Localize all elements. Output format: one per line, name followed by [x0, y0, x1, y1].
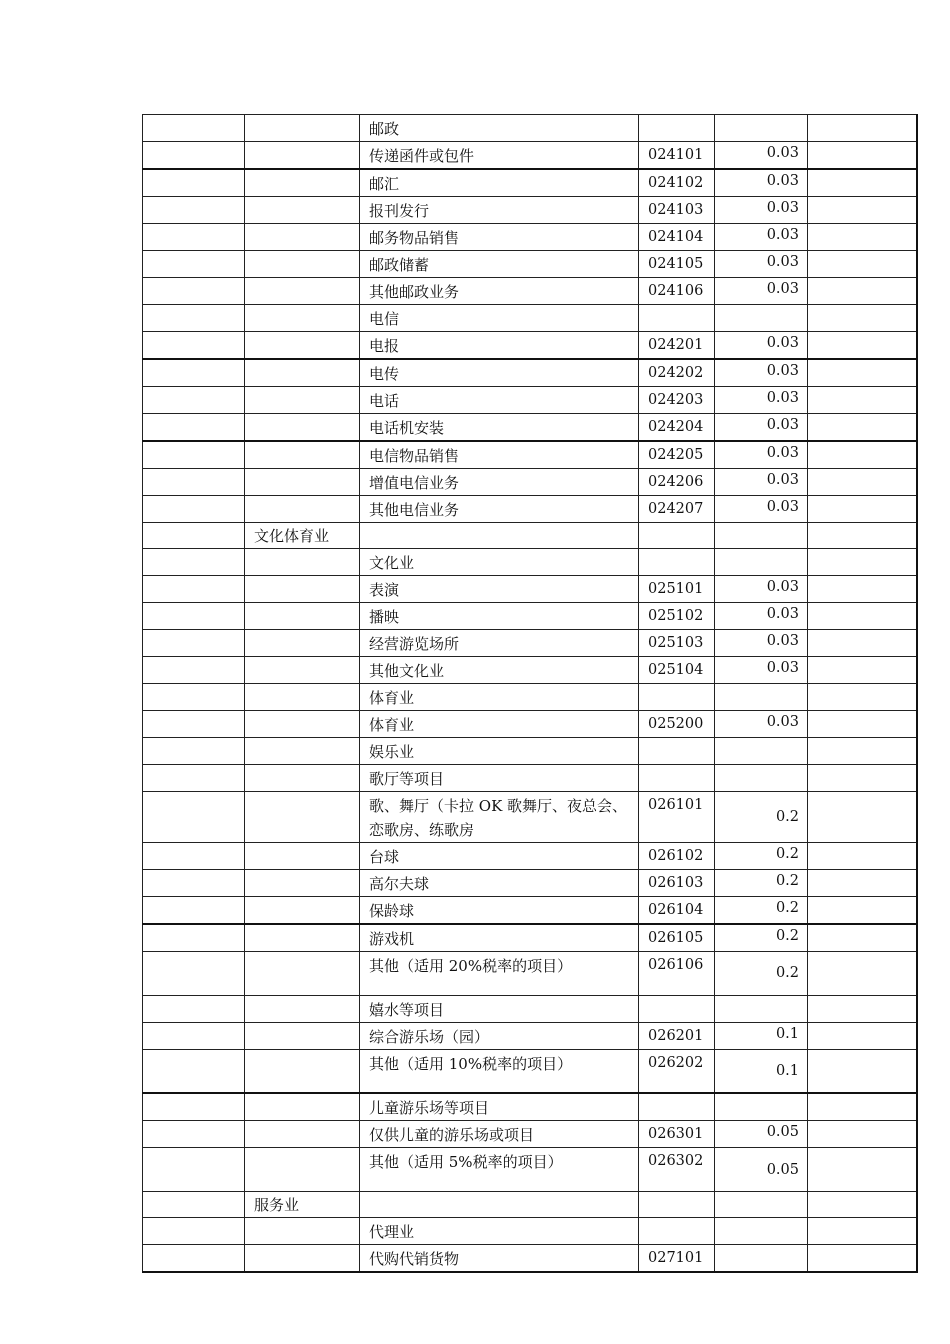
cell-blank — [808, 710, 917, 737]
table-row — [143, 951, 917, 995]
cell-code: 024204 — [639, 414, 715, 442]
cell-rate — [715, 548, 808, 575]
cell-code — [639, 764, 715, 791]
table-row — [143, 387, 917, 414]
cell-code — [639, 548, 715, 575]
cell-blank — [808, 575, 917, 602]
cell-blank — [808, 469, 917, 496]
cell-rate: 0.2 — [715, 924, 808, 952]
cell-code: 026202 — [639, 1049, 715, 1093]
cell-category — [245, 414, 360, 442]
cell-category — [245, 169, 360, 197]
cell-rate: 0.1 — [715, 1022, 808, 1049]
cell-category — [245, 1217, 360, 1244]
cell-category — [245, 575, 360, 602]
cell-blank — [143, 414, 245, 442]
cell-rate: 0.2 — [715, 951, 808, 995]
cell-blank — [808, 629, 917, 656]
cell-category — [245, 332, 360, 360]
cell-item-name: 传递函件或包件 — [360, 142, 639, 170]
cell-item-name: 其他（适用 5%税率的项目） — [360, 1148, 639, 1192]
cell-rate: 0.03 — [715, 575, 808, 602]
cell-blank — [143, 629, 245, 656]
cell-code: 025104 — [639, 656, 715, 683]
table-row — [143, 924, 917, 952]
cell-code: 024203 — [639, 387, 715, 414]
cell-item-name: 游戏机 — [360, 924, 639, 952]
cell-category — [245, 842, 360, 869]
cell-blank — [808, 1192, 917, 1218]
cell-blank — [808, 602, 917, 629]
cell-category — [245, 1093, 360, 1121]
cell-rate: 0.03 — [715, 224, 808, 251]
cell-category — [245, 197, 360, 224]
cell-rate — [715, 305, 808, 332]
cell-blank — [143, 496, 245, 523]
cell-blank — [143, 469, 245, 496]
cell-blank — [143, 1121, 245, 1148]
cell-item-name: 代购代销货物 — [360, 1244, 639, 1272]
cell-code: 025101 — [639, 575, 715, 602]
cell-category — [245, 251, 360, 278]
table-row — [143, 791, 917, 842]
table-row — [143, 842, 917, 869]
table-row — [143, 1022, 917, 1049]
cell-blank — [143, 251, 245, 278]
cell-item-name: 仅供儿童的游乐场或项目 — [360, 1121, 639, 1148]
cell-blank — [143, 523, 245, 549]
table-row — [143, 737, 917, 764]
table-row — [143, 1093, 917, 1121]
table-row — [143, 142, 917, 170]
cell-item-name: 邮汇 — [360, 169, 639, 197]
cell-blank — [143, 115, 245, 142]
cell-rate: 0.03 — [715, 441, 808, 469]
cell-item-name: 播映 — [360, 602, 639, 629]
cell-blank — [143, 387, 245, 414]
cell-rate — [715, 737, 808, 764]
table-row — [143, 995, 917, 1022]
cell-rate: 0.2 — [715, 869, 808, 896]
cell-blank — [808, 441, 917, 469]
cell-category: 服务业 — [245, 1192, 360, 1218]
cell-category — [245, 1148, 360, 1192]
cell-rate — [715, 764, 808, 791]
table-row — [143, 1148, 917, 1192]
cell-rate: 0.05 — [715, 1121, 808, 1148]
cell-item-name: 表演 — [360, 575, 639, 602]
cell-code: 024205 — [639, 441, 715, 469]
table-row — [143, 1244, 917, 1272]
cell-blank — [143, 332, 245, 360]
cell-blank — [143, 278, 245, 305]
cell-blank — [143, 737, 245, 764]
cell-item-name: 体育业 — [360, 710, 639, 737]
cell-rate: 0.1 — [715, 1049, 808, 1093]
cell-item-name: 经营游览场所 — [360, 629, 639, 656]
cell-category — [245, 737, 360, 764]
cell-blank — [808, 115, 917, 142]
cell-item-name: 其他邮政业务 — [360, 278, 639, 305]
cell-blank — [808, 764, 917, 791]
cell-item-name: 歌、舞厅（卡拉 OK 歌舞厅、夜总会、恋歌房、练歌房 — [360, 791, 639, 842]
cell-blank — [143, 359, 245, 387]
table-row — [143, 441, 917, 469]
cell-code: 026102 — [639, 842, 715, 869]
table-row — [143, 359, 917, 387]
cell-rate — [715, 1244, 808, 1272]
cell-blank — [808, 924, 917, 952]
cell-item-name: 娱乐业 — [360, 737, 639, 764]
cell-rate: 0.03 — [715, 332, 808, 360]
cell-rate: 0.03 — [715, 387, 808, 414]
cell-code — [639, 305, 715, 332]
cell-code — [639, 523, 715, 549]
cell-code: 025102 — [639, 602, 715, 629]
cell-code — [639, 683, 715, 710]
cell-blank — [808, 548, 917, 575]
cell-category — [245, 224, 360, 251]
cell-item-name: 其他文化业 — [360, 656, 639, 683]
table-row — [143, 575, 917, 602]
cell-category — [245, 142, 360, 170]
table-row — [143, 278, 917, 305]
table-row — [143, 656, 917, 683]
cell-code: 024207 — [639, 496, 715, 523]
cell-blank — [143, 896, 245, 924]
cell-blank — [808, 951, 917, 995]
cell-blank — [808, 1093, 917, 1121]
cell-category — [245, 496, 360, 523]
cell-blank — [143, 1217, 245, 1244]
cell-blank — [808, 387, 917, 414]
table-row — [143, 896, 917, 924]
cell-category — [245, 602, 360, 629]
cell-category — [245, 995, 360, 1022]
cell-rate — [715, 1217, 808, 1244]
cell-blank — [143, 305, 245, 332]
cell-blank — [808, 332, 917, 360]
cell-rate: 0.03 — [715, 656, 808, 683]
cell-blank — [143, 224, 245, 251]
cell-item-name: 台球 — [360, 842, 639, 869]
cell-item-name: 综合游乐场（园） — [360, 1022, 639, 1049]
table-row — [143, 251, 917, 278]
table-row — [143, 683, 917, 710]
cell-rate: 0.2 — [715, 896, 808, 924]
cell-blank — [808, 142, 917, 170]
cell-rate: 0.03 — [715, 359, 808, 387]
cell-item-name: 电话机安装 — [360, 414, 639, 442]
cell-item-name: 报刊发行 — [360, 197, 639, 224]
cell-category — [245, 791, 360, 842]
cell-blank — [808, 683, 917, 710]
cell-blank — [808, 414, 917, 442]
cell-blank — [808, 791, 917, 842]
cell-blank — [143, 602, 245, 629]
cell-code: 026302 — [639, 1148, 715, 1192]
cell-code: 026103 — [639, 869, 715, 896]
cell-blank — [808, 1148, 917, 1192]
cell-category — [245, 469, 360, 496]
cell-rate: 0.03 — [715, 251, 808, 278]
cell-category — [245, 1121, 360, 1148]
cell-blank — [808, 656, 917, 683]
cell-item-name: 嬉水等项目 — [360, 995, 639, 1022]
cell-blank — [143, 710, 245, 737]
cell-item-name: 邮政储蓄 — [360, 251, 639, 278]
cell-blank — [808, 278, 917, 305]
cell-blank — [808, 197, 917, 224]
cell-code — [639, 1217, 715, 1244]
cell-item-name — [360, 523, 639, 549]
cell-blank — [143, 169, 245, 197]
cell-code: 026104 — [639, 896, 715, 924]
table-row — [143, 469, 917, 496]
cell-item-name: 邮政 — [360, 115, 639, 142]
cell-code: 024104 — [639, 224, 715, 251]
cell-item-name: 代理业 — [360, 1217, 639, 1244]
table-row — [143, 115, 917, 142]
cell-item-name: 电信 — [360, 305, 639, 332]
cell-blank — [808, 305, 917, 332]
cell-blank — [808, 496, 917, 523]
cell-rate: 0.05 — [715, 1148, 808, 1192]
cell-blank — [808, 224, 917, 251]
cell-blank — [808, 1022, 917, 1049]
cell-category — [245, 869, 360, 896]
cell-category — [245, 278, 360, 305]
cell-category — [245, 710, 360, 737]
table-row — [143, 523, 917, 549]
cell-code: 024206 — [639, 469, 715, 496]
cell-blank — [808, 359, 917, 387]
cell-item-name: 电报 — [360, 332, 639, 360]
cell-rate — [715, 523, 808, 549]
cell-category — [245, 387, 360, 414]
cell-blank — [808, 869, 917, 896]
cell-item-name: 电话 — [360, 387, 639, 414]
table-row — [143, 602, 917, 629]
cell-category — [245, 548, 360, 575]
table-row — [143, 548, 917, 575]
cell-blank — [143, 656, 245, 683]
cell-blank — [808, 169, 917, 197]
cell-rate: 0.03 — [715, 169, 808, 197]
table-row — [143, 305, 917, 332]
cell-rate — [715, 1093, 808, 1121]
cell-blank — [808, 1217, 917, 1244]
cell-blank — [143, 197, 245, 224]
cell-blank — [143, 1093, 245, 1121]
cell-blank — [808, 896, 917, 924]
table-row — [143, 710, 917, 737]
cell-category — [245, 656, 360, 683]
cell-code: 025200 — [639, 710, 715, 737]
cell-blank — [143, 1049, 245, 1093]
cell-blank — [808, 1121, 917, 1148]
cell-code — [639, 995, 715, 1022]
cell-rate — [715, 683, 808, 710]
cell-code: 024102 — [639, 169, 715, 197]
cell-blank — [143, 575, 245, 602]
cell-code — [639, 1093, 715, 1121]
table-row — [143, 869, 917, 896]
table-row — [143, 332, 917, 360]
cell-code: 024103 — [639, 197, 715, 224]
cell-code: 026201 — [639, 1022, 715, 1049]
cell-blank — [143, 951, 245, 995]
cell-code: 027101 — [639, 1244, 715, 1272]
cell-rate — [715, 115, 808, 142]
cell-code: 025103 — [639, 629, 715, 656]
cell-blank — [808, 523, 917, 549]
cell-blank — [143, 1244, 245, 1272]
cell-item-name: 其他（适用 20%税率的项目） — [360, 951, 639, 995]
cell-category — [245, 1049, 360, 1093]
cell-blank — [143, 1192, 245, 1218]
cell-item-name: 体育业 — [360, 683, 639, 710]
cell-rate: 0.03 — [715, 197, 808, 224]
cell-code: 026106 — [639, 951, 715, 995]
cell-rate: 0.2 — [715, 791, 808, 842]
cell-code: 024106 — [639, 278, 715, 305]
cell-blank — [808, 737, 917, 764]
cell-item-name: 文化业 — [360, 548, 639, 575]
table-row — [143, 1049, 917, 1093]
cell-rate: 0.2 — [715, 842, 808, 869]
cell-rate: 0.03 — [715, 602, 808, 629]
cell-blank — [808, 251, 917, 278]
cell-category — [245, 115, 360, 142]
cell-item-name: 电信物品销售 — [360, 441, 639, 469]
cell-rate: 0.03 — [715, 142, 808, 170]
cell-blank — [808, 995, 917, 1022]
cell-blank — [143, 1148, 245, 1192]
cell-rate: 0.03 — [715, 496, 808, 523]
cell-blank — [808, 842, 917, 869]
cell-code: 024202 — [639, 359, 715, 387]
cell-rate: 0.03 — [715, 710, 808, 737]
cell-code — [639, 1192, 715, 1218]
cell-code: 026301 — [639, 1121, 715, 1148]
cell-item-name: 其他电信业务 — [360, 496, 639, 523]
cell-blank — [808, 1049, 917, 1093]
cell-category — [245, 924, 360, 952]
cell-rate — [715, 1192, 808, 1218]
cell-code — [639, 115, 715, 142]
cell-category: 文化体育业 — [245, 523, 360, 549]
cell-rate: 0.03 — [715, 278, 808, 305]
cell-category — [245, 305, 360, 332]
table-row — [143, 197, 917, 224]
cell-category — [245, 359, 360, 387]
table-body — [143, 115, 917, 1272]
table-row — [143, 1192, 917, 1218]
cell-item-name: 歌厅等项目 — [360, 764, 639, 791]
cell-item-name: 儿童游乐场等项目 — [360, 1093, 639, 1121]
cell-blank — [143, 995, 245, 1022]
cell-code: 024105 — [639, 251, 715, 278]
cell-category — [245, 441, 360, 469]
cell-category — [245, 896, 360, 924]
cell-category — [245, 1244, 360, 1272]
cell-item-name: 电传 — [360, 359, 639, 387]
cell-blank — [143, 1022, 245, 1049]
table-row — [143, 169, 917, 197]
cell-rate — [715, 995, 808, 1022]
cell-category — [245, 764, 360, 791]
cell-blank — [808, 1244, 917, 1272]
table-row — [143, 764, 917, 791]
cell-rate: 0.03 — [715, 469, 808, 496]
cell-item-name — [360, 1192, 639, 1218]
cell-blank — [143, 869, 245, 896]
cell-rate: 0.03 — [715, 629, 808, 656]
cell-blank — [143, 842, 245, 869]
table-row — [143, 629, 917, 656]
cell-blank — [143, 548, 245, 575]
table-row — [143, 1121, 917, 1148]
cell-category — [245, 951, 360, 995]
tax-category-table — [142, 114, 918, 1273]
cell-code: 026105 — [639, 924, 715, 952]
cell-code — [639, 737, 715, 764]
cell-blank — [143, 142, 245, 170]
cell-item-name: 邮务物品销售 — [360, 224, 639, 251]
cell-item-name: 增值电信业务 — [360, 469, 639, 496]
cell-code: 024101 — [639, 142, 715, 170]
table-row — [143, 414, 917, 442]
table-row — [143, 224, 917, 251]
cell-code: 024201 — [639, 332, 715, 360]
cell-category — [245, 1022, 360, 1049]
cell-blank — [143, 924, 245, 952]
table-row — [143, 1217, 917, 1244]
cell-rate: 0.03 — [715, 414, 808, 442]
cell-blank — [143, 683, 245, 710]
cell-blank — [143, 441, 245, 469]
cell-item-name: 其他（适用 10%税率的项目） — [360, 1049, 639, 1093]
cell-category — [245, 629, 360, 656]
cell-item-name: 保龄球 — [360, 896, 639, 924]
cell-item-name: 高尔夫球 — [360, 869, 639, 896]
cell-blank — [143, 791, 245, 842]
cell-category — [245, 683, 360, 710]
cell-blank — [143, 764, 245, 791]
table-row — [143, 496, 917, 523]
cell-code: 026101 — [639, 791, 715, 842]
